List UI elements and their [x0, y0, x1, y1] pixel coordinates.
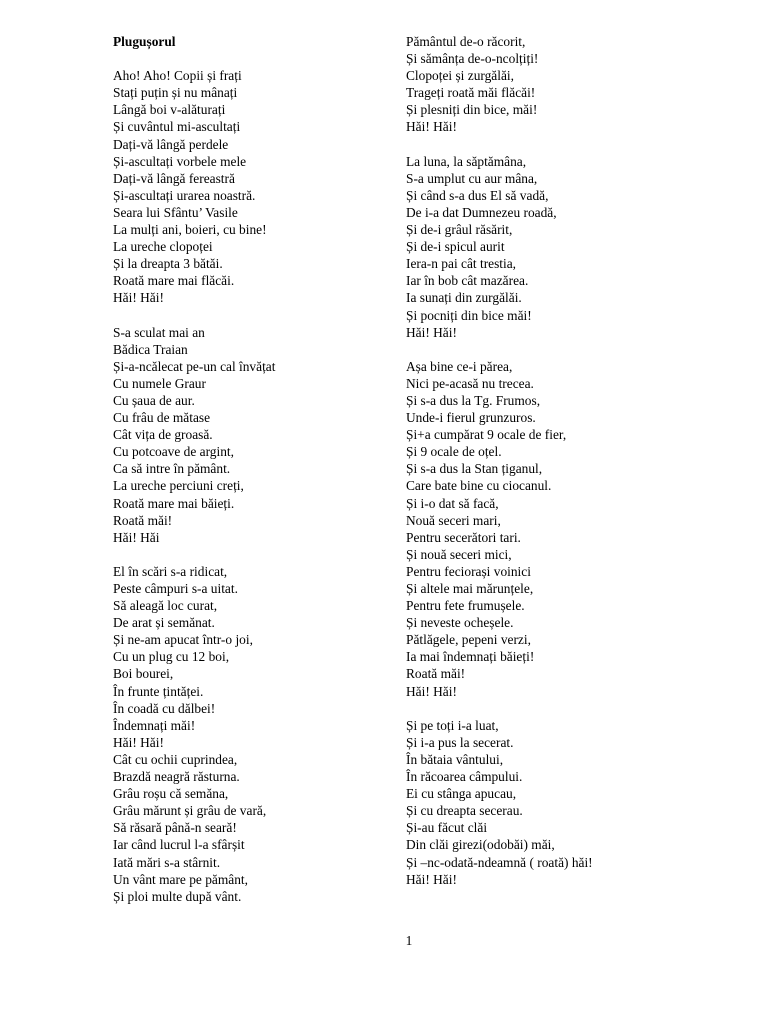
- verse-line: În frunte țintăței.: [113, 683, 204, 699]
- verse-line: Din clăi girezi(odobăi) măi,: [406, 837, 555, 853]
- verse-line: S-a sculat mai an: [113, 324, 205, 340]
- verse-line: Unde-i fierul grunzuros.: [406, 410, 536, 426]
- verse-line: Dați-vă lângă perdele: [113, 136, 229, 152]
- verse-line: La mulți ani, boieri, cu bine!: [113, 222, 267, 238]
- verse-line: Îndemnați măi!: [113, 717, 196, 733]
- verse-line: Cu frâu de mătase: [113, 410, 211, 426]
- verse-line: Lângă boi v-alăturați: [113, 102, 226, 118]
- verse-line: Nici pe-acasă nu trecea.: [406, 375, 534, 391]
- verse-line: Cât vița de groasă.: [113, 427, 213, 443]
- verse-line: Hăi! Hăi!: [406, 119, 457, 135]
- verse-line: Și altele mai mărunțele,: [406, 581, 534, 596]
- verse-line: Iar când lucrul l-a sfârșit: [113, 837, 245, 853]
- left-column: [113, 33, 383, 905]
- stanza-gap: [406, 700, 736, 717]
- verse-line: Brazdă neagră răsturna.: [113, 769, 240, 785]
- verse-line: Cu numele Graur: [113, 375, 206, 391]
- verse-line: Hăi! Hăi!: [406, 324, 457, 340]
- stanza: [406, 153, 736, 341]
- stanza-gap: [406, 136, 736, 153]
- verse-line: Grâu roșu că semăna,: [113, 786, 229, 802]
- verse-line: Și-a-ncălecat pe-un cal învățat: [113, 358, 276, 374]
- verse-line: De i-a dat Dumnezeu roadă,: [406, 204, 557, 220]
- verse-line: Și 9 ocale de oțel.: [406, 444, 502, 460]
- stanza: [113, 67, 383, 306]
- stanza: [113, 563, 383, 905]
- verse-line: Roată mare mai flăcăi.: [113, 273, 235, 289]
- verse-line: Roată măi!: [113, 512, 173, 528]
- stanza: [406, 717, 736, 888]
- verse-line: Și de-i spicul aurit: [406, 239, 505, 255]
- stanza-gap: [113, 50, 383, 67]
- verse-line: Cu potcoave de argint,: [113, 444, 234, 460]
- verse-line: De arat și semănat.: [113, 615, 215, 631]
- stanza: [406, 33, 736, 136]
- verse-line: Pătlăgele, pepeni verzi,: [406, 632, 531, 648]
- verse-line: Clopoței și zurgălăi,: [406, 68, 514, 84]
- verse-line: Și i-a pus la secerat.: [406, 734, 514, 750]
- verse-line: Stați puțin și nu mânați: [113, 85, 238, 101]
- verse-line: În bătaia vântului,: [406, 751, 504, 767]
- verse-line: Să aleagă loc curat,: [113, 598, 218, 614]
- verse-line: Și –nc-odată-ndeamnă ( roată) hăi!: [406, 854, 593, 870]
- verse-line: La luna, la săptămâna,: [406, 153, 527, 169]
- verse-line: Și+a cumpărat 9 ocale de fier,: [406, 427, 567, 443]
- verse-line: Și la dreapta 3 bătăi.: [113, 256, 223, 272]
- verse-line: Și s-a dus la Tg. Frumos,: [406, 392, 541, 408]
- right-stanzas: [406, 33, 736, 888]
- verse-line: Iera-n pai cât trestia,: [406, 256, 517, 272]
- verse-line: Și nouă seceri mici,: [406, 546, 512, 562]
- stanza: [113, 324, 383, 546]
- verse-line: Hăi! Hăi: [113, 529, 160, 545]
- verse-line: Și când s-a dus El să vadă,: [406, 187, 549, 203]
- verse-line: Hăi! Hăi!: [113, 290, 164, 306]
- stanza-gap: [113, 307, 383, 324]
- verse-line: S-a umplut cu aur mâna,: [406, 170, 538, 186]
- verse-line: Ia mai îndemnați băieți!: [406, 649, 535, 665]
- verse-line: Roată mare mai băieți.: [113, 495, 235, 511]
- verse-line: Nouă seceri mari,: [406, 512, 501, 528]
- verse-line: Boi bourei,: [113, 666, 174, 682]
- verse-line: În coadă cu dălbei!: [113, 700, 216, 716]
- verse-line: Pentru fete frumușele.: [406, 598, 525, 614]
- verse-line: Și-ascultați vorbele mele: [113, 153, 247, 169]
- verse-line: Și-ascultați urarea noastră.: [113, 187, 256, 203]
- verse-line: Pentru feciorași voinici: [406, 563, 531, 579]
- verse-line: În răcoarea câmpului.: [406, 769, 523, 785]
- verse-line: Cât cu ochii cuprindea,: [113, 751, 238, 767]
- right-column: [406, 33, 736, 888]
- verse-line: El în scări s-a ridicat,: [113, 563, 228, 579]
- verse-line: Seara lui Sfântu’ Vasile: [113, 204, 238, 220]
- verse-line: Și-au făcut clăi: [406, 820, 488, 836]
- verse-line: Bădica Traian: [113, 341, 188, 357]
- verse-line: Ia sunați din zurgălăi.: [406, 290, 522, 306]
- verse-line: Hăi! Hăi!: [406, 871, 457, 887]
- verse-line: Și cuvântul mi-ascultați: [113, 119, 241, 135]
- verse-line: Trageți roată măi flăcăi!: [406, 85, 536, 101]
- verse-line: Cu un plug cu 12 boi,: [113, 649, 230, 665]
- verse-line: Ca să intre în pământ.: [113, 461, 231, 477]
- stanza-gap: [406, 341, 736, 358]
- stanza-gap: [113, 546, 383, 563]
- verse-line: Peste câmpuri s-a uitat.: [113, 581, 238, 596]
- verse-line: Dați-vă lângă fereastră: [113, 170, 235, 186]
- verse-line: Și plesniți din bice, măi!: [406, 102, 538, 118]
- verse-line: Și ne-am apucat într-o joi,: [113, 632, 253, 648]
- verse-line: Pentru secerători tari.: [406, 529, 521, 545]
- verse-line: Să răsară până-n seară!: [113, 820, 237, 836]
- left-stanzas: [113, 67, 383, 905]
- verse-line: Iată mări s-a stârnit.: [113, 854, 221, 870]
- verse-line: Și cu dreapta secerau.: [406, 803, 523, 819]
- verse-line: Iar în bob cât mazărea.: [406, 273, 529, 289]
- verse-line: Și s-a dus la Stan țiganul,: [406, 461, 543, 477]
- verse-line: Și neveste ocheșele.: [406, 615, 514, 631]
- verse-line: Și de-i grâul răsărit,: [406, 222, 513, 238]
- verse-line: Și i-o dat să facă,: [406, 495, 499, 511]
- verse-line: Și ploi multe după vânt.: [113, 888, 242, 904]
- stanza: [406, 358, 736, 700]
- verse-line: Un vânt mare pe pământ,: [113, 871, 248, 887]
- verse-line: Pământul de-o răcorit,: [406, 34, 526, 49]
- verse-line: La ureche perciuni creți,: [113, 478, 244, 494]
- verse-line: Roată măi!: [406, 666, 466, 682]
- page-number: 1: [405, 933, 413, 948]
- page-title: Plugușorul: [113, 34, 176, 49]
- verse-line: Ei cu stânga apucau,: [406, 786, 517, 802]
- verse-line: Care bate bine cu ciocanul.: [406, 478, 552, 494]
- verse-line: La ureche clopoței: [113, 239, 213, 255]
- verse-line: Și sămânța de-o-ncolțiți!: [406, 51, 539, 67]
- verse-line: Aho! Aho! Copii și frați: [113, 68, 242, 84]
- verse-line: Și pe toți i-a luat,: [406, 717, 499, 733]
- verse-line: Grâu mărunt și grâu de vară,: [113, 803, 267, 819]
- verse-line: Hăi! Hăi!: [113, 734, 164, 750]
- verse-line: Cu șaua de aur.: [113, 392, 195, 408]
- verse-line: Și pocniți din bice măi!: [406, 307, 532, 323]
- verse-line: Hăi! Hăi!: [406, 683, 457, 699]
- verse-line: Așa bine ce-i părea,: [406, 358, 513, 374]
